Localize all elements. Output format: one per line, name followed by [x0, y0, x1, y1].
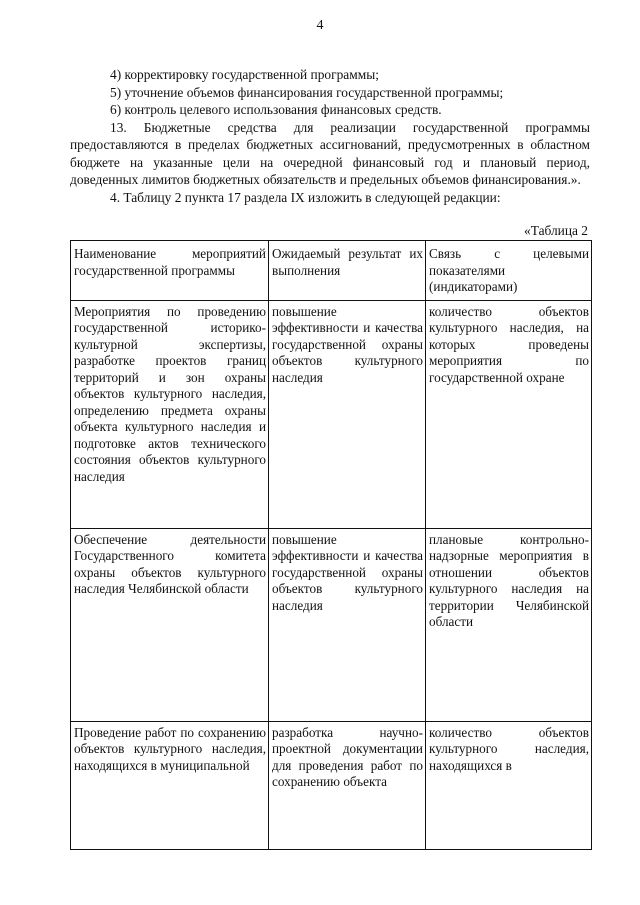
column-header: Связь с целевыми показателями (индикаторами) — [426, 241, 592, 301]
events-table — [70, 240, 592, 850]
page-number: 4 — [316, 18, 324, 33]
column-header: Ожидаемый результат их выполнения — [269, 241, 426, 301]
table-cell: разработка научно-проектной документации для проведения работ по сохранению объекта — [269, 721, 426, 849]
table-cell: Мероприятия по проведению государственной историко-культурной экспертизы, разработке проектов границ территорий и зон охраны объектов культурного наследия, определению предмета охраны объекта культурного наследия и подготовке актов технического состояния объектов культурного наследия — [71, 300, 269, 528]
table-cell: Обеспечение деятельности Государственного комитета охраны объектов культурного наследия Челябинской области — [71, 528, 269, 721]
table-cell: количество объектов культурного наследия, находящихся в — [426, 721, 592, 849]
paragraph-4-instruction: 4. Таблицу 2 пункта 17 раздела IX изложить в следующей редакции: — [110, 189, 501, 205]
table-cell: Проведение работ по сохранению объектов культурного наследия, находящихся в муниципальной — [71, 721, 269, 849]
table-caption: «Таблица 2 — [524, 223, 588, 238]
list-item: 4) корректировку государственной программы; — [110, 67, 379, 82]
table-cell: количество объектов культурного наследия, на которых проведены мероприятия по государственной охране — [426, 300, 592, 528]
table-row — [71, 300, 592, 528]
document-body — [70, 66, 590, 206]
list-item: 5) уточнение объемов финансирования государственной программы; — [110, 84, 504, 100]
table-header-row — [71, 241, 592, 301]
table-cell: повышение эффективности и качества государственной охраны объектов культурного наследия — [269, 300, 426, 528]
list-item: 6) контроль целевого использования финансовых средств. — [110, 102, 442, 117]
table-cell: плановые контрольно-надзорные мероприятия в отношении объектов культурного наследия на территории Челябинской области — [426, 528, 592, 721]
paragraph-13: 13. Бюджетные средства для реализации государственной программы предоставляются в пределах бюджетных ассигнований, предусмотренных в областном бюджете на указанные цели на очередной финансовый год и плановый период, доведенных лимитов бюджетных обязательств и предельных объемов финансирования.». — [70, 119, 590, 187]
column-header: Наименование мероприятий государственной программы — [71, 241, 269, 301]
table-row — [71, 721, 592, 849]
table-cell: повышение эффективности и качества государственной охраны объектов культурного наследия — [269, 528, 426, 721]
table-row — [71, 528, 592, 721]
